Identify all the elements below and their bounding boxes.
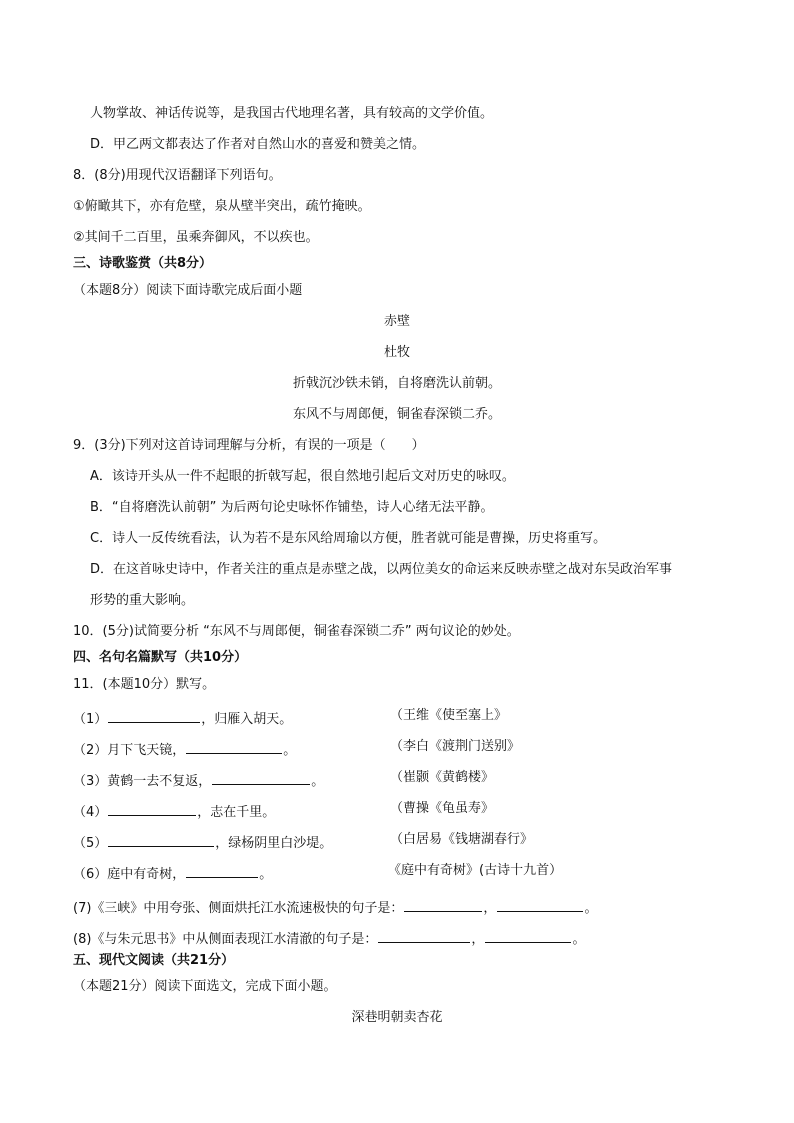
item-text-after: 。 [311,774,325,789]
q9-option-d-line-2: 形势的重大影响。 [90,593,195,608]
q8-prompt: 8．(8分)用现代汉语翻译下列语句。 [73,168,282,183]
item-number: （5） [73,836,108,851]
dictation-source-2: （李白《渡荆门送别》 [390,739,521,754]
item-text-before: 月下飞天镜， [107,743,186,758]
poem-author: 杜牧 [383,345,410,360]
dictation-item-3 [73,770,324,790]
q9-option-c: C．诗人一反传统看法，认为若不是东风给周瑜以方便，胜者就可能是曹操，历史将重写。 [90,531,607,546]
answer-blank[interactable] [108,801,196,816]
line-end: 。 [572,932,586,947]
item-text-before: 庭中有奇树， [107,867,186,882]
poem-title: 赤壁 [383,314,410,329]
dictation-source-5: （白居易《钱塘湖春行》 [390,832,534,847]
answer-blank[interactable] [186,863,258,878]
dictation-item-6 [73,863,272,883]
dictation-item-1 [73,708,292,728]
poem-line-1: 折戟沉沙铁未销，自将磨洗认前朝。 [292,376,501,391]
answer-blank-2[interactable] [497,897,583,912]
dictation-item-4 [73,801,275,821]
dictation-item-8 [73,928,585,948]
dictation-source-3: （崔颢《黄鹤楼》 [390,770,495,785]
q7-option-c-continuation: 人物掌故、神话传说等，是我国古代地理名著，具有较高的文学价值。 [90,106,494,121]
answer-blank-2[interactable] [485,928,571,943]
line-end: 。 [584,901,598,916]
dictation-item-7 [73,897,597,917]
answer-blank[interactable] [186,739,282,754]
item-number: （4） [73,805,108,820]
item-number: （1） [73,712,108,727]
section-5-intro: （本题21分）阅读下面选文，完成下面小题。 [73,979,337,994]
dictation-source-6: 《庭中有奇树》(古诗十九首） [388,863,563,878]
q7-option-d: D．甲乙两文都表达了作者对自然山水的喜爱和赞美之情。 [90,137,426,152]
q9-option-b: B．“自将磨洗认前朝” 为后两句论史咏怀作铺垫，诗人心绪无法平静。 [90,500,494,515]
dictation-item-5 [73,832,332,852]
item-text: (8)《与朱元思书》中从侧面表现江水清澈的句子是： [73,932,378,947]
section-4-title: 四、名句名篇默写（共10分） [73,650,248,665]
item-text-after: ，志在千里。 [197,805,276,820]
answer-blank[interactable] [108,708,200,723]
answer-blank-1[interactable] [378,928,470,943]
poem-line-2: 东风不与周郎便，铜雀春深锁二乔。 [292,407,501,422]
item-text-before: 黄鹤一去不复返， [107,774,212,789]
dictation-source-4: （曹操《龟虽寿》 [390,801,495,816]
section-3-title: 三、诗歌鉴赏（共8分） [73,256,213,271]
item-number: （2） [73,743,108,758]
separator: ， [483,901,497,916]
q8-item-2: ②其间千二百里，虽乘奔御风，不以疾也。 [73,230,319,245]
item-number: （3） [73,774,108,789]
q8-item-1: ①俯瞰其下，亦有危壁，泉从壁半突出，疏竹掩映。 [73,199,371,214]
dictation-item-2 [73,739,296,759]
item-text-after: ，归雁入胡天。 [201,712,293,727]
q9-option-d-line-1: D．在这首咏史诗中，作者关注的重点是赤壁之战，以两位美女的命运来反映赤壁之战对东吴政治军事 [90,562,673,577]
q11-prompt: 11．(本题10分）默写。 [73,677,216,692]
item-text-after: 。 [283,743,297,758]
answer-blank-1[interactable] [404,897,482,912]
q9-prompt: 9．(3分)下列对这首诗词理解与分析，有误的一项是（ ） [73,438,425,453]
article-title: 深巷明朝卖杏花 [351,1010,443,1025]
item-text: (7)《三峡》中用夸张、侧面烘托江水流速极快的句子是： [73,901,404,916]
item-text-after: ，绿杨阴里白沙堤。 [215,836,333,851]
q10-prompt: 10．(5分)试简要分析 “东风不与周郎便，铜雀春深锁二乔” 两句议论的妙处。 [73,624,520,639]
separator: ， [471,932,485,947]
item-number: （6） [73,867,108,882]
item-text-after: 。 [259,867,273,882]
q9-option-a: A．该诗开头从一件不起眼的折戟写起，很自然地引起后文对历史的咏叹。 [90,469,515,484]
answer-blank[interactable] [108,832,214,847]
section-3-intro: （本题8分）阅读下面诗歌完成后面小题 [73,283,303,298]
section-5-title: 五、现代文阅读（共21分） [73,953,235,968]
dictation-source-1: （王维《使至塞上》 [390,708,508,723]
answer-blank[interactable] [212,770,310,785]
